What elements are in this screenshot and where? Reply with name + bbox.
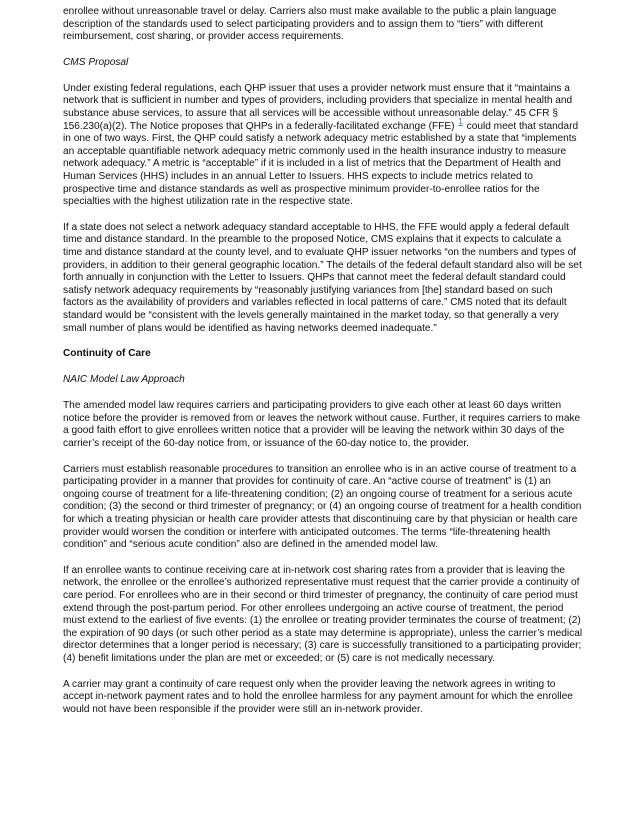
naic-paragraph-2: Carriers must establish reasonable procedures to transition an enrollee who is in an active course of treatment to a participating provider in a manner that provides for continuity of care. An “active course of treatment” is (1) an ongoing course of treatment for a life-threatening condition; (2) an ongoing course of treatment for a serious acute condition; (3) the second or third trimester of pregnancy; or (4) an ongoing course of treatment for a health condition for which a treating physician or health care provider attests that discontinuing care by that physician or health care provider would worsen the condition or interfere with anticipated outcomes. The terms “life-threatening health condition” and “serious acute condition” also are defined in the amended model law.	[63, 463, 582, 551]
naic-paragraph-4: A carrier may grant a continuity of care request only when the provider leaving the network agrees in writing to accept in-network payment rates and to hold the enrollee harmless for any payment amount for which the enrollee would not have been responsible if the provider were still an in-network provider.	[63, 678, 573, 715]
cms-paragraph-1-text-after: could meet that standard in one of two ways. First, the QHP could satisfy a network adequacy metric established by a state that “implements an acceptable quantifiable network adequacy metric commonly used in the health insurance industry to measure network adequacy.” A metric is “acceptable” if it is included in a list of metrics that the Department of Health and Human Services (HHS) includes in an annual Letter to Issuers. HHS expects to include metrics related to prospective time and distance standards as well as prospective minimum provider-to-enrollee ratios for the specialties with the highest utilization rate in the respective state.	[63, 120, 579, 208]
document-page	[63, 6, 583, 730]
footnote-1-link[interactable]: 1	[458, 117, 463, 127]
naic-paragraph-1: The amended model law requires carriers and participating providers to give each other at least 60 days written notice before the provider is removed from or leaves the network without cause. Further, it requires carriers to make a good faith effort to give enrollees written notice that a provider will be leaving the network within 30 days of the carrier’s receipt of the 60-day notice from, or issuance of the 60-day notice to, the provider.	[63, 399, 581, 449]
cms-paragraph-1-text-before: Under existing federal regulations, each QHP issuer that uses a provider network must ensure that it “maintains a network that is sufficient in number and types of providers, including providers that specialize in mental health and substance abuse services, to assure that all services will be accessible without unreasonable delay.” 45 CFR § 156.230(a)(2). The Notice proposes that QHPs in a federally-facilitated exchange (FFE)	[63, 82, 573, 132]
intro-paragraph: enrollee without unreasonable travel or delay. Carriers also must make available to the public a plain language description of the standards used to select participating providers and to assign them to “tiers” with different reimbursement, cost sharing, or provider access requirements.	[63, 6, 557, 43]
naic-paragraph-3: If an enrollee wants to continue receiving care at in-network cost sharing rates from a provider that is leaving the network, the enrollee or the enrollee’s authorized representative must request that the carrier provide a continuity of care period. For enrollees who are in their second or third trimester of pregnancy, the continuity of care period must extend through the post-partum period. For other enrollees undergoing an active course of treatment, the period must extend to the earliest of five events: (1) the enrollee or treating provider terminates the course of treatment; (2) the expiration of 90 days (or such other period as a state may determine is appropriate), unless the carrier’s medical director determines that a longer period is necessary; (3) care is successfully transitioned to a participating provider; (4) benefit limitations under the plan are met or exceeded; or (5) care is not medically necessary.	[63, 564, 583, 665]
cms-proposal-paragraph-1	[63, 83, 583, 209]
continuity-of-care-heading: Continuity of Care	[63, 348, 151, 360]
cms-proposal-paragraph-2: If a state does not select a network adequacy standard acceptable to HHS, the FFE would apply a federal default time and distance standard. In the preamble to the proposed Notice, CMS explains that it expects to calculate a time and distance standard at the county level, and to evaluate QHP issuer networks “on the numbers and types of providers, in addition to their general geographic location.” The details of the federal default standard also will be set forth annually in conjunction with the Letter to Issuers. QHPs that cannot meet the federal default standard could satisfy network adequacy requirements by “reasonably justifying variances from [the] standard based on such factors as the availability of providers and variables reflected in local patterns of care.” CMS noted that its default standard would be “consistent with the levels generally maintained in the market today, so that generally a very small number of plans would be identified as having networks deemed inadequate.”	[63, 221, 582, 334]
naic-model-law-heading: NAIC Model Law Approach	[63, 374, 185, 386]
cms-proposal-heading: CMS Proposal	[63, 56, 129, 68]
